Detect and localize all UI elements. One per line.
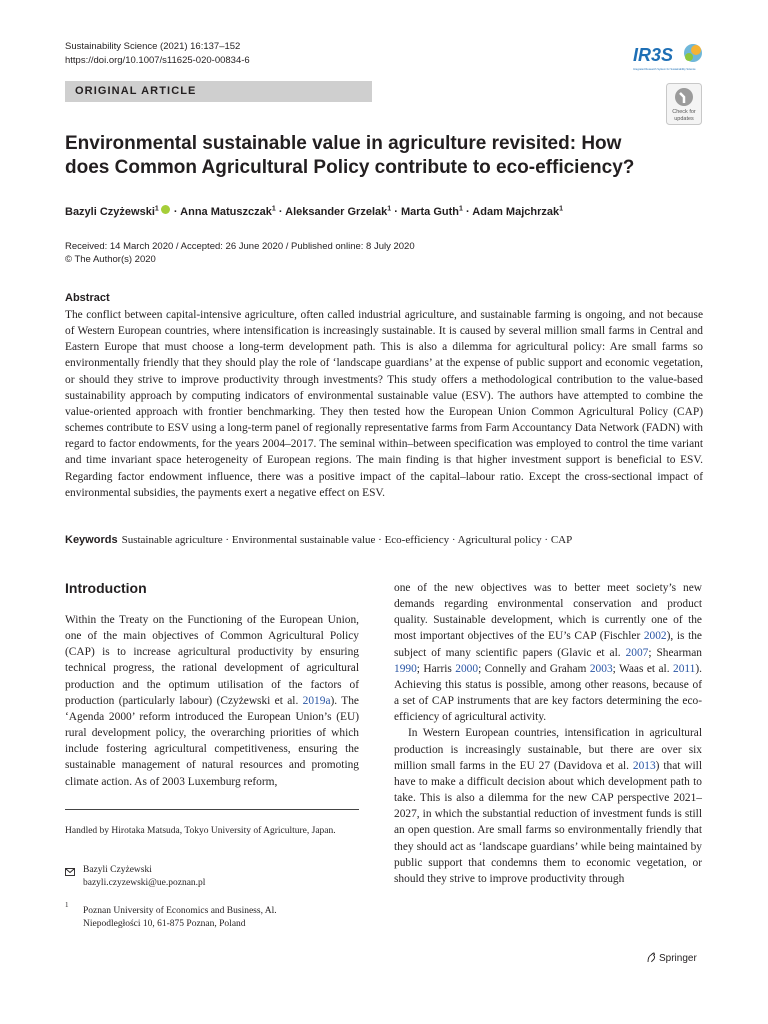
author-affiliation-marker: 1 xyxy=(559,205,564,213)
body-text: ; Connelly and Graham xyxy=(478,662,590,675)
body-text: ; Shearman xyxy=(648,646,703,659)
body-text: ) that will have to make a difficult decision about which development path to take. This is also a dilemma for the new CAP perspective 2021–2027, in which the substantial reduction of investment funds is still an open question. Are small farms so environmentally friendly that they should act as ‘landscape guardians’ while being maintained by public support that condemns them to economic vegetation, or should they strive to improve productivity through xyxy=(394,759,702,885)
affiliation-number: 1 xyxy=(65,901,69,909)
citation-link[interactable]: 2013 xyxy=(632,759,656,772)
check-for-updates-badge[interactable] xyxy=(666,83,702,125)
body-text: In Western European countries, intensification in agricultural production is increasingly sustainable, but there are over six million small farms in the EU 27 (Davidova et al. xyxy=(394,727,702,772)
body-text: one of the new objectives was to better meet society’s new demands regarding environmental conservation and product quality. Sustainable development, which is currently one of the most important objectives of the EU’s CAP (Fischler xyxy=(394,582,702,643)
author-affiliation-marker: 1 xyxy=(387,205,392,213)
contact-email[interactable]: bazyli.czyzewski@ue.poznan.pl xyxy=(83,878,206,888)
body-text: ; Waas et al. xyxy=(612,662,673,675)
author-affiliation-marker: 1 xyxy=(154,205,159,213)
citation-link[interactable]: 2007 xyxy=(625,646,649,659)
doi-link[interactable]: https://doi.org/10.1007/s11625-020-00834-6 xyxy=(65,55,250,66)
journal-citation: Sustainability Science (2021) 16:137–152 xyxy=(65,41,241,52)
body-text: ). Achieving this status is possible, among other reasons, because of a set of CAP instruments that are key factors determining the eco-efficiency of agricultural activity. xyxy=(394,662,703,724)
corresponding-author xyxy=(83,864,205,890)
body-paragraph xyxy=(394,580,702,725)
publisher-name: Springer xyxy=(659,953,697,964)
author-name[interactable]: Aleksander Grzelak xyxy=(285,206,388,218)
copyright-notice: © The Author(s) 2020 xyxy=(65,254,156,265)
keywords xyxy=(65,534,705,546)
body-text: ). The ‘Agenda 2000’ reform introduced the European Union’s (EU) rural development policy, the overarching priorities of which include fostering agricultural competitiveness, ensuring the sustainable management of natural resources and promoting climate action. As of 2003 Luxemburg reform, xyxy=(65,694,359,788)
citation-link[interactable]: 2003 xyxy=(589,662,613,675)
publisher-logo xyxy=(646,952,697,964)
citation-link[interactable]: 1990 xyxy=(394,662,417,675)
crossmark-text-2: updates xyxy=(674,116,694,122)
abstract-text: The conflict between capital-intensive agriculture, often called industrial agriculture, and sustainable farming is ongoing, and not because of Western European countries, where intensification is increasingly sustainable. It is caused by several million small farms in Central and Eastern Europe that must choose a long-term development path. This is also a dilemma for agricultural policy: Are small farms so environmentally friendly that they should play the role of ‘landscape guardians’ at the expense of public support and economic vegetation, or should they strive to improve productivity through investments? This study offers a methodological contribution to the value-based sustainability approach by computing indicators of environmental sustainable value (ESV). The authors have attempted to combine the value-oriented approach with frontier benchmarking. They then tested how the European Union Common Agricultural Policy (CAP) schemes contribute to ESV using a long-term panel of regionally representative farms from Farm Accountancy Data Network (FADN) with regard to factor endowments, for the years 2004–2017. The seminal within–between specification was employed to control the time variant and time invariant space heterogeneity of European regions. The main finding is that higher investment support is beneficial to ESV. Regarding factor endowment influence, there was a positive impact of the capital–labour ratio. Except the cross-sectional impact of environmental subsidies, the payments exert a negative effect on ESV. xyxy=(65,309,703,499)
citation-link[interactable]: 2002 xyxy=(643,630,667,643)
keywords-label: Keywords xyxy=(65,534,118,546)
contact-name: Bazyli Czyżewski xyxy=(83,865,152,875)
article-type-label: ORIGINAL ARTICLE xyxy=(75,85,197,97)
publication-dates: Received: 14 March 2020 / Accepted: 26 June 2020 / Published online: 8 July 2020 xyxy=(65,241,415,252)
affiliation-line: Niepodległości 10, 61-875 Poznan, Poland xyxy=(83,919,246,929)
orcid-icon[interactable] xyxy=(161,205,170,214)
author-name[interactable]: Bazyli Czyżewski xyxy=(65,206,155,218)
abstract-heading: Abstract xyxy=(65,292,110,304)
affiliation-line: Poznan University of Economics and Business, Al. xyxy=(83,906,277,916)
citation-link[interactable]: 2019a xyxy=(302,694,331,707)
affiliation xyxy=(83,905,277,931)
author-name[interactable]: Adam Majchrzak xyxy=(472,206,560,218)
body-text: ; Harris xyxy=(416,662,456,675)
article-type-bar xyxy=(65,81,372,102)
body-paragraph xyxy=(394,725,702,887)
handled-by-note: Handled by Hirotaka Matsuda, Tokyo University of Agriculture, Japan. xyxy=(65,826,336,836)
ir3s-logo xyxy=(630,37,706,75)
right-column xyxy=(394,580,702,887)
introduction-heading: Introduction xyxy=(65,580,147,596)
citation-link[interactable]: 2000 xyxy=(455,662,479,675)
envelope-icon xyxy=(65,868,75,876)
crossmark-text-1: Check for xyxy=(672,109,696,115)
ir3s-logo-text: IR3S xyxy=(633,45,674,65)
footnote-divider xyxy=(65,809,359,810)
introduction-paragraph xyxy=(65,612,359,790)
body-text: ), is the subject of many scientific papers (Glavic et al. xyxy=(394,630,702,659)
ir3s-logo-tagline: Integrated Research System for Sustainability Science xyxy=(633,68,696,71)
body-text: Within the Treaty on the Functioning of the European Union, one of the main objectives of Common Agricultural Policy (CAP) is to increase agricultural productivity by ensuring technical progress, the rational development of agricultural production and the optimum utilisation of the factors of production (particularly labour) (Czyżewski et al. xyxy=(65,614,359,707)
author-list: Bazyli Czyżewski$^1$ · Anna Matuszczak$^1$ · Aleksander Grzelak$^1$ · Marta Guth$^1$ · Adam Majchrzak$^1$ xyxy=(65,205,564,218)
author-name[interactable]: Marta Guth xyxy=(400,206,460,218)
citation-link[interactable]: 2011 xyxy=(673,662,696,675)
keywords-list: Sustainable agriculture · Environmental sustainable value · Eco-efficiency · Agricultural policy · CAP xyxy=(121,534,573,546)
author-affiliation-marker: 1 xyxy=(271,205,276,213)
author-name[interactable]: Anna Matuszczak xyxy=(180,206,272,218)
article-title: Environmental sustainable value in agriculture revisited: How does Common Agricultural Policy contribute to eco-efficiency? xyxy=(65,133,635,178)
springer-horse-icon xyxy=(646,952,657,963)
author-affiliation-marker: 1 xyxy=(459,205,463,213)
